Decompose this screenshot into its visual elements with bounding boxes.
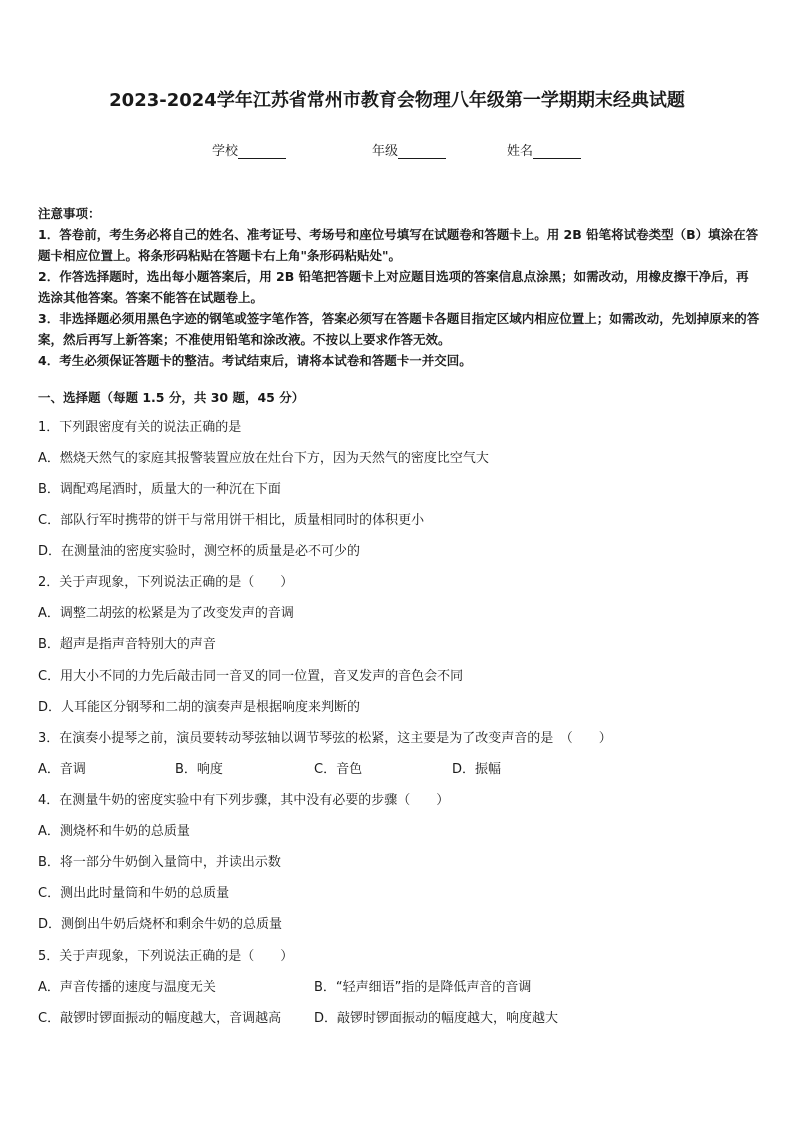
option-b: B．超声是指声音特别大的声音: [38, 637, 216, 652]
option-a: A．声音传播的速度与温度无关: [38, 980, 216, 995]
grade-blank[interactable]: [398, 144, 446, 159]
option-b: B．调配鸡尾酒时，质量大的一种沉在下面: [38, 482, 281, 497]
note-item: 4．考生必须保证答题卡的整洁。考试结束后，请将本试卷和答题卡一并交回。: [38, 353, 472, 368]
note-item: 3．非选择题必须用黑色字迹的钢笔或签字笔作答，答案必须写在答题卡各题目指定区域内相应位置上；如需改动，先划掉原来的答案，然后再写上新答案；不准使用铅笔和涂改液。不按以上要求作答无效。: [38, 311, 760, 347]
option-a: A．测烧杯和牛奶的总质量: [38, 824, 190, 839]
name-blank[interactable]: [533, 144, 581, 159]
option-c: C．用大小不同的力先后敲击同一音叉的同一位置，音叉发声的音色会不同: [38, 669, 464, 684]
notes-block: [38, 203, 760, 371]
option-d: D．振幅: [452, 762, 502, 777]
option-d: D．测倒出牛奶后烧杯和剩余牛奶的总质量: [38, 917, 283, 932]
option-b: B．“轻声细语”指的是降低声音的音调: [314, 980, 532, 995]
school-label: 学校: [212, 144, 239, 159]
grade-label: 年级: [372, 144, 399, 159]
question-stem: 2．关于声现象，下列说法正确的是（ ）: [38, 575, 294, 590]
options-row: [38, 976, 760, 996]
option-d: D．敲锣时锣面振动的幅度越大，响度越大: [314, 1011, 559, 1026]
option-c: C．部队行军时携带的饼干与常用饼干相比，质量相同时的体积更小: [38, 513, 425, 528]
question-stem: 3．在演奏小提琴之前，演员要转动琴弦轴以调节琴弦的松紧，这主要是为了改变声音的是 （ ）: [38, 731, 612, 746]
options-row: [38, 758, 760, 778]
section-heading: 一、选择题（每题 1.5 分，共 30 题，45 分）: [38, 390, 305, 405]
name-field[interactable]: [507, 140, 581, 159]
option-b: B．响度: [175, 762, 223, 777]
note-item: 2．作答选择题时，选出每小题答案后，用 2B 铅笔把答题卡上对应题目选项的答案信息点涂黑；如需改动，用橡皮擦干净后，再选涂其他答案。答案不能答在试题卷上。: [38, 269, 749, 305]
question-stem: 5．关于声现象，下列说法正确的是（ ）: [38, 949, 294, 964]
option-d: D．在测量油的密度实验时，测空杯的质量是必不可少的: [38, 544, 361, 559]
option-c: C．测出此时量筒和牛奶的总质量: [38, 886, 230, 901]
question-stem: 4．在测量牛奶的密度实验中有下列步骤，其中没有必要的步骤（ ）: [38, 793, 450, 808]
option-d: D．人耳能区分钢琴和二胡的演奏声是根据响度来判断的: [38, 700, 361, 715]
school-blank[interactable]: [238, 144, 286, 159]
option-a: A．调整二胡弦的松紧是为了改变发声的音调: [38, 606, 294, 621]
option-b: B．将一部分牛奶倒入量筒中，并读出示数: [38, 855, 281, 870]
notes-heading: 注意事项：: [38, 206, 101, 221]
option-c: C．音色: [314, 762, 363, 777]
page-title: 2023-2024学年江苏省常州市教育会物理八年级第一学期期末经典试题: [109, 90, 685, 111]
note-item: 1．答卷前，考生务必将自己的姓名、准考证号、考场号和座位号填写在试题卷和答题卡上。用 2B 铅笔将试卷类型（B）填涂在答题卡相应位置上。将条形码粘贴在答题卡右上角"条形码粘贴处"。: [38, 227, 759, 263]
question-stem: 1．下列跟密度有关的说法正确的是: [38, 420, 242, 435]
school-field[interactable]: [212, 140, 286, 159]
option-a: A．燃烧天然气的家庭其报警装置应放在灶台下方，因为天然气的密度比空气大: [38, 451, 489, 466]
option-c: C．敲锣时锣面振动的幅度越大，音调越高: [38, 1011, 282, 1026]
grade-field[interactable]: [372, 140, 446, 159]
student-info-row: [0, 140, 794, 160]
option-a: A．音调: [38, 762, 86, 777]
name-label: 姓名: [507, 144, 534, 159]
options-row: [38, 1007, 760, 1027]
